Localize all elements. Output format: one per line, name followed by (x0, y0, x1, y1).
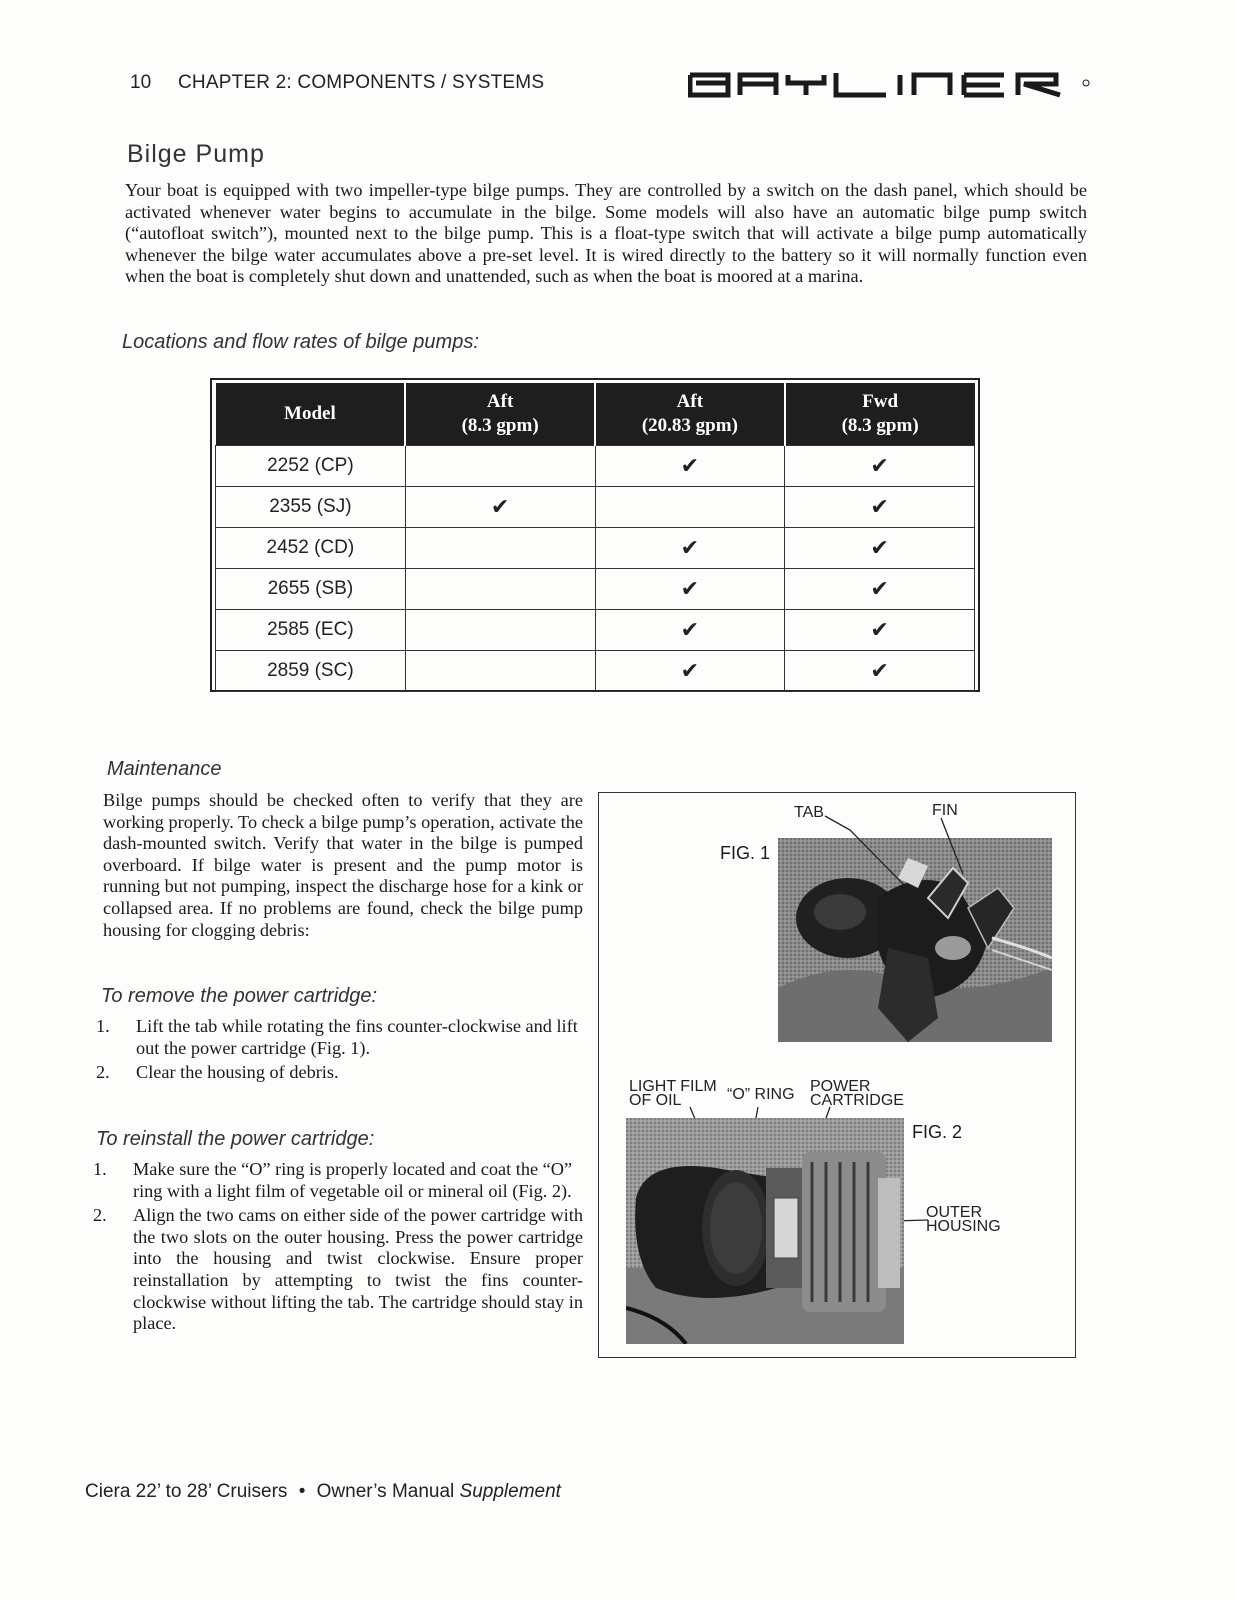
list-item: 2. Align the two cams on either side of the power cartridge with the two slots on the outer housing. Press the power cartridge into the housing and twist clockwise. Ensure proper reinstallation by attempting to twist the fins counter-clockwise without lifting the tab. The cartridge should stay in place. (93, 1205, 583, 1334)
header-model: Model (216, 383, 406, 446)
reinstall-steps-list (93, 1159, 583, 1338)
model-cell: 2859 (SC) (216, 651, 406, 692)
header-aft-8-3: Aft (8.3 gpm) (405, 383, 595, 446)
table-caption: Locations and flow rates of bilge pumps: (122, 331, 479, 353)
light-film-of-oil-label: LIGHT FILM OF OIL (629, 1078, 717, 1109)
fig2-pump-photo (626, 1118, 904, 1344)
header-aft-20-83: Aft (20.83 gpm) (595, 383, 785, 446)
fig2-label: FIG. 2 (912, 1122, 963, 1142)
section-title: Bilge Pump (127, 140, 265, 168)
table-row (216, 569, 975, 610)
table-row (216, 487, 975, 528)
remove-heading: To remove the power cartridge: (101, 985, 378, 1007)
footer-manual: Owner’s Manual (316, 1481, 455, 1502)
reinstall-heading: To reinstall the power cartridge: (96, 1128, 375, 1150)
remove-steps-list (96, 1016, 582, 1087)
outer-housing-label: OUTER HOUSING (926, 1204, 1001, 1235)
check-cell: ✔ (785, 487, 975, 528)
bilge-pump-table (210, 378, 980, 692)
table-header-row (216, 383, 975, 446)
check-cell: ✔ (595, 651, 785, 692)
table-row (216, 651, 975, 692)
intro-paragraph: Your boat is equipped with two impeller-type bilge pumps. They are controlled by a switch on the dash panel, which should be activated whenever water begins to accumulate in the bilge. Some models will also have an automatic bilge pump switch (“autofloat switch”), mounted next to the bilge pump. This is a float-type switch that will activate a bilge pump automatically whenever the bilge water accumulates above a pre-set level. It is wired directly to the battery so it will normally function even when the boat is completely shut down and unattended, such as when the boat is moored at a marina. (125, 180, 1087, 287)
check-cell (405, 651, 595, 692)
check-cell: ✔ (785, 446, 975, 487)
header-fwd-8-3: Fwd (8.3 gpm) (785, 383, 975, 446)
table-row (216, 528, 975, 569)
fig2-graphic (626, 1118, 904, 1344)
check-cell (405, 569, 595, 610)
model-cell: 2655 (SB) (216, 569, 406, 610)
check-cell: ✔ (785, 651, 975, 692)
o-ring-label: “O” RING (727, 1086, 795, 1103)
chapter-title: CHAPTER 2: COMPONENTS / SYSTEMS (178, 72, 545, 93)
check-cell (405, 610, 595, 651)
model-cell: 2585 (EC) (216, 610, 406, 651)
check-cell: ✔ (785, 610, 975, 651)
list-item: 1. Lift the tab while rotating the fins counter-clockwise and lift out the power cartridge (Fig. 1). (96, 1016, 578, 1058)
table-row (216, 446, 975, 487)
footer-supplement: Supplement (459, 1481, 561, 1502)
check-cell: ✔ (595, 569, 785, 610)
check-cell: ✔ (785, 569, 975, 610)
model-cell: 2355 (SJ) (216, 487, 406, 528)
check-cell: ✔ (405, 487, 595, 528)
check-cell: ✔ (785, 528, 975, 569)
model-cell: 2452 (CD) (216, 528, 406, 569)
check-cell: ✔ (595, 446, 785, 487)
check-cell: ✔ (595, 528, 785, 569)
check-cell (405, 528, 595, 569)
page-number: 10 (130, 72, 152, 93)
power-cartridge-label: POWER CARTRIDGE (810, 1078, 904, 1109)
check-cell (595, 487, 785, 528)
pump-table-grid (215, 383, 975, 692)
tab-label: TAB (794, 804, 824, 821)
table-row (216, 610, 975, 651)
maintenance-heading: Maintenance (107, 758, 222, 780)
maintenance-paragraph: Bilge pumps should be checked often to verify that they are working properly. To check a bilge pump’s operation, activate the dash-mounted switch. Verify that water in the bilge is pumped overboard. If bilge water is present and the pump motor is running but not pumping, inspect the discharge hose for a kink or collapsed area. If no problems are found, check the bilge pump housing for clogging debris: (103, 790, 583, 940)
list-item: 2. Clear the housing of debris. (96, 1062, 339, 1083)
bayliner-logo-graphic (688, 70, 1096, 100)
fig1-label: FIG. 1 (720, 843, 771, 863)
fin-label: FIN (932, 802, 958, 819)
check-cell: ✔ (595, 610, 785, 651)
model-cell: 2252 (CP) (216, 446, 406, 487)
list-item: 1. Make sure the “O” ring is properly located and coat the “O” ring with a light film of vegetable oil or mineral oil (Fig. 2). (93, 1159, 573, 1201)
check-cell (405, 446, 595, 487)
bayliner-logo (688, 70, 1096, 105)
page-footer (85, 1481, 561, 1503)
footer-title: Ciera 22’ to 28’ Cruisers (85, 1481, 288, 1502)
footer-bullet: • (298, 1481, 306, 1502)
